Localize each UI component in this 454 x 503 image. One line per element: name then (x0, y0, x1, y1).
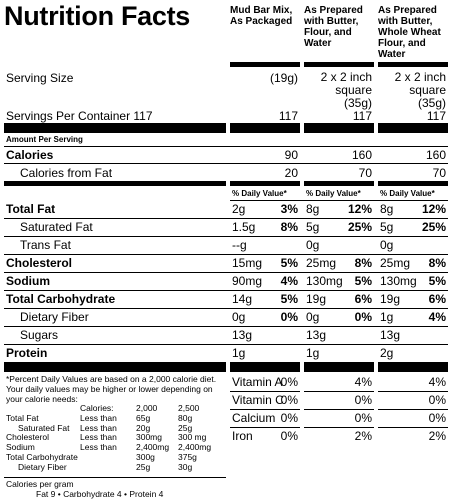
reference-table-row: Total Carbohydrate 300g 375g (6, 451, 197, 462)
nutrient-amount-saturated-fat-col2: 5g (306, 220, 320, 234)
calories-per-gram-label: Calories per gram (6, 479, 74, 489)
nutrient-dv-total-carbohydrate-col2: 6% (354, 292, 372, 306)
bottom-bar-col3 (378, 362, 448, 372)
divider-calories-per-gram (4, 477, 226, 478)
nutrient-label-total-carbohydrate: Total Carbohydrate (6, 292, 116, 306)
calories-from-fat-col3: 70 (432, 166, 446, 180)
daily-value-header-col2: % Daily Value* (306, 189, 361, 198)
vitamin-divider (230, 409, 300, 410)
reference-table-row: Sodium Less than 2,400mg 2,400mg (6, 442, 212, 453)
calories-col2: 160 (351, 148, 372, 162)
divider-saturated-fat (4, 236, 448, 237)
nutrient-amount-total-fat-col3: 8g (380, 202, 394, 216)
thick-bar-col2 (304, 123, 374, 133)
medium-bar-col2 (304, 181, 374, 186)
servings-per-container-col1: 117 (278, 109, 298, 123)
divider-trans-fat (4, 254, 448, 255)
vitamin-divider (304, 409, 374, 410)
calories-from-fat-col1: 20 (284, 166, 298, 180)
medium-bar-left (4, 181, 226, 186)
calories-from-fat-label: Calories from Fat (20, 166, 113, 180)
nutrient-amount-total-carbohydrate-col2: 19g (306, 292, 327, 306)
nutrient-amount-trans-fat-col1: --g (232, 238, 247, 252)
nutrient-dv-saturated-fat-col2: 25% (347, 220, 372, 234)
nutrient-dv-total-carbohydrate-col1: 5% (280, 292, 298, 306)
nutrient-dv-total-fat-col1: 3% (280, 202, 298, 216)
calories-per-gram-values: Fat 9 • Carbohydrate 4 • Protein 4 (36, 489, 164, 499)
calories-col1: 90 (284, 148, 298, 162)
calories-label: Calories (6, 148, 54, 162)
divider-total-fat (4, 218, 448, 219)
daily-value-reference-table (6, 404, 211, 473)
nutrient-amount-cholesterol-col2: 25mg (306, 256, 337, 270)
divider-calories (4, 163, 448, 164)
nutrient-dv-sodium-col2: 5% (354, 274, 372, 288)
vitamin-divider (304, 427, 374, 428)
nutrient-amount-total-carbohydrate-col3: 19g (380, 292, 401, 306)
vitamin-value-vitamin-c-col1: 0% (280, 393, 298, 407)
nutrient-amount-cholesterol-col1: 15mg (232, 256, 263, 270)
nutrient-dv-total-carbohydrate-col3: 6% (428, 292, 446, 306)
daily-value-header-col3: % Daily Value* (380, 189, 435, 198)
nutrient-dv-dietary-fiber-col1: 0% (280, 310, 298, 324)
nutrient-label-sugars: Sugars (20, 328, 59, 342)
nutrient-amount-dietary-fiber-col3: 1g (380, 310, 394, 324)
vitamin-value-vitamin-a-col1: 0% (280, 375, 298, 389)
nutrient-amount-dietary-fiber-col1: 0g (232, 310, 246, 324)
nutrient-amount-protein-col2: 1g (306, 346, 320, 360)
nutrient-label-sodium: Sodium (6, 274, 50, 288)
vitamin-label-calcium: Calcium (232, 411, 276, 425)
serving-size-col3: 2 x 2 inch square (35g) (394, 70, 446, 110)
nutrient-amount-total-fat-col2: 8g (306, 202, 320, 216)
nutrient-amount-cholesterol-col3: 25mg (380, 256, 411, 270)
nutrient-dv-saturated-fat-col3: 25% (421, 220, 446, 234)
nutrient-label-trans-fat: Trans Fat (20, 238, 71, 252)
vitamin-divider (378, 409, 448, 410)
vitamin-divider (230, 391, 300, 392)
divider-dv-header (230, 200, 448, 201)
nutrient-amount-trans-fat-col3: 0g (380, 238, 394, 252)
label-title: Nutrition Facts (4, 1, 191, 31)
divider-sodium (4, 290, 448, 291)
daily-value-footnote: *Percent Daily Values are based on a 2,000 calorie diet. Your daily values may be higher or lower depending on your calorie needs: (6, 374, 217, 404)
reference-table-header: Calories: 2,000 2,500 (80, 403, 200, 413)
column-1-top-bar (230, 62, 300, 67)
divider-cholesterol (4, 272, 448, 273)
medium-bar-col1 (230, 181, 300, 186)
nutrient-dv-sodium-col3: 5% (428, 274, 446, 288)
nutrient-amount-sodium-col3: 130mg (380, 274, 417, 288)
reference-table-row: Cholesterol Less than 300mg 300 mg (6, 432, 207, 443)
vitamin-value-iron-col1: 0% (280, 429, 298, 443)
column-3-top-bar (378, 62, 448, 67)
thick-bar-col3 (378, 123, 448, 133)
nutrient-dv-dietary-fiber-col3: 4% (428, 310, 446, 324)
vitamin-divider (230, 427, 300, 428)
column-header-3: As Prepared with Butter, Whole Wheat Flour, and Water (378, 5, 441, 60)
serving-size-col2: 2 x 2 inch square (35g) (320, 70, 372, 110)
medium-bar-col3 (378, 181, 448, 186)
vitamin-value-iron-col3: 2% (428, 429, 446, 443)
nutrient-amount-total-carbohydrate-col1: 14g (232, 292, 253, 306)
nutrient-amount-sodium-col1: 90mg (232, 274, 263, 288)
vitamin-value-calcium-col3: 0% (428, 411, 446, 425)
nutrient-dv-total-fat-col2: 12% (347, 202, 372, 216)
nutrient-amount-saturated-fat-col1: 1.5g (232, 220, 256, 234)
reference-table-row: Saturated Fat Less than 20g 25g (18, 422, 193, 433)
column-header-1: Mud Bar Mix, As Packaged (230, 5, 293, 27)
nutrient-amount-sugars-col3: 13g (380, 328, 401, 342)
servings-per-container-col3: 117 (426, 109, 446, 123)
nutrient-amount-dietary-fiber-col2: 0g (306, 310, 320, 324)
nutrient-amount-protein-col3: 2g (380, 346, 394, 360)
nutrient-label-protein: Protein (6, 346, 48, 360)
column-header-2: As Prepared with Butter, Flour, and Water (304, 5, 363, 49)
nutrient-dv-cholesterol-col3: 8% (428, 256, 446, 270)
divider-sugars (4, 344, 448, 345)
servings-per-container-label: Servings Per Container 117 (6, 109, 153, 123)
vitamin-value-vitamin-a-col3: 4% (428, 375, 446, 389)
divider-amount (4, 146, 448, 147)
nutrient-label-total-fat: Total Fat (6, 202, 56, 216)
daily-value-header-col1: % Daily Value* (232, 189, 287, 198)
serving-size-col1: (19g) (269, 71, 298, 85)
nutrient-label-saturated-fat: Saturated Fat (20, 220, 93, 234)
thick-bar-left (4, 123, 226, 133)
vitamin-value-calcium-col2: 0% (354, 411, 372, 425)
nutrient-dv-total-fat-col3: 12% (421, 202, 446, 216)
calories-from-fat-col2: 70 (358, 166, 372, 180)
reference-table-row: Dietary Fiber 25g 30g (18, 461, 193, 472)
nutrient-dv-sodium-col1: 4% (280, 274, 298, 288)
reference-table-row: Total Fat Less than 65g 80g (6, 412, 193, 423)
serving-size-label: Serving Size (6, 71, 74, 85)
divider-dietary-fiber (4, 326, 448, 327)
vitamin-value-iron-col2: 2% (354, 429, 372, 443)
nutrient-dv-cholesterol-col2: 8% (354, 256, 372, 270)
vitamin-divider (378, 427, 448, 428)
amount-per-serving: Amount Per Serving (6, 135, 83, 144)
thick-bar-col1 (230, 123, 300, 133)
vitamin-value-calcium-col1: 0% (280, 411, 298, 425)
nutrient-amount-saturated-fat-col3: 5g (380, 220, 394, 234)
vitamin-label-iron: Iron (232, 429, 253, 443)
nutrient-label-dietary-fiber: Dietary Fiber (20, 310, 89, 324)
vitamin-value-vitamin-c-col2: 0% (354, 393, 372, 407)
servings-per-container-col2: 117 (352, 109, 372, 123)
vitamin-divider (304, 391, 374, 392)
nutrient-dv-cholesterol-col1: 5% (280, 256, 298, 270)
divider-total-carbohydrate (4, 308, 448, 309)
bottom-bar-col1 (230, 362, 300, 372)
nutrient-amount-trans-fat-col2: 0g (306, 238, 320, 252)
nutrient-amount-sugars-col2: 13g (306, 328, 327, 342)
calories-col3: 160 (425, 148, 446, 162)
vitamin-label-vitamin-a: Vitamin A (232, 375, 283, 389)
vitamin-value-vitamin-a-col2: 4% (354, 375, 372, 389)
nutrient-dv-dietary-fiber-col2: 0% (354, 310, 372, 324)
nutrient-amount-total-fat-col1: 2g (232, 202, 246, 216)
nutrient-amount-sugars-col1: 13g (232, 328, 253, 342)
bottom-bar-col2 (304, 362, 374, 372)
nutrient-amount-sodium-col2: 130mg (306, 274, 343, 288)
vitamin-divider (378, 391, 448, 392)
nutrient-dv-saturated-fat-col1: 8% (280, 220, 298, 234)
bottom-bar-left (4, 362, 226, 372)
nutrient-amount-protein-col1: 1g (232, 346, 246, 360)
vitamin-label-vitamin-c: Vitamin C (232, 393, 284, 407)
nutrition-facts-label (4, 3, 450, 497)
column-2-top-bar (304, 62, 374, 67)
nutrient-label-cholesterol: Cholesterol (6, 256, 73, 270)
vitamin-value-vitamin-c-col3: 0% (428, 393, 446, 407)
